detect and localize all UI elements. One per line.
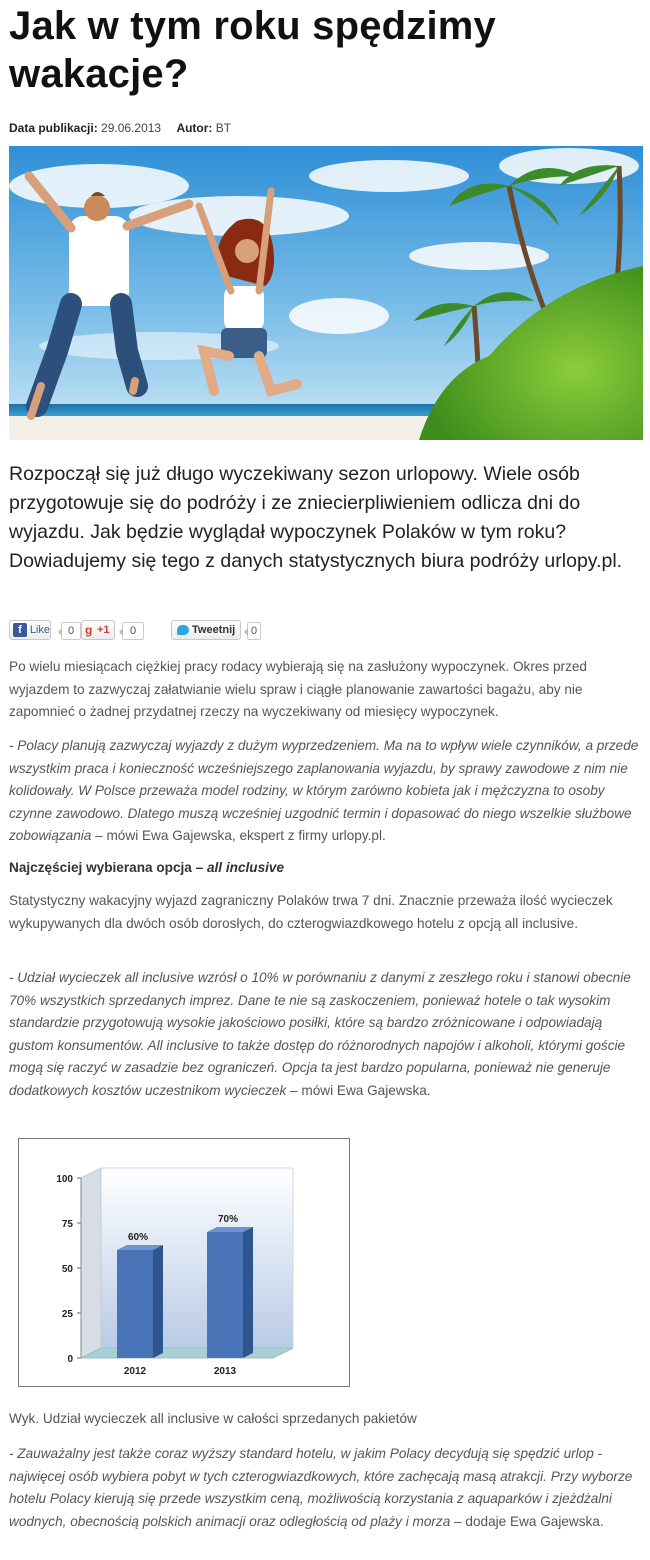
y-tick-label: 100 [56, 1174, 73, 1185]
quote-paragraph-1 [9, 735, 643, 848]
tweet-label: Tweetnij [192, 624, 236, 636]
article-lead: Rozpoczął się już długo wyczekiwany sezon urlopowy. Wiele osób przygotowuje się do podróży i ze zniecierpliwieniem odlicza dni do wyjazdu. Jak będzie wyglądał wypoczynek Polaków w tym roku? Dowiadujemy się tego z danych statystycznych biura podróży urlopy.pl. [9, 463, 623, 572]
quote-text: - Udział wycieczek all inclusive wzrósł o 10% w porównaniu z danymi z zeszłego roku i stanowi obecnie 70% wszystkich sprzedanych imprez. Dane te nie są zaskoczeniem, ponieważ hotele o tak wysokim standardzie przygotowują wysokie jakościowo posiłki, które są bardzo zróżnicowane i odpowiadają gustom konsumentów. All inclusive to także dostęp do różnorodnych napojów i alkoholi, którymi goście mogą się raczyć w zasadzie bez ograniczeń. Opcja ta jest bardzo popularna, ponieważ nie generuje dodatkowych kosztów uczestnikom wycieczek [9, 970, 631, 1098]
date-label: Data publikacji: [9, 121, 98, 135]
y-tick-label: 25 [61, 1309, 73, 1320]
google-plus-icon: g [85, 623, 93, 637]
quote-attribution: – mówi Ewa Gajewska. [286, 1082, 431, 1098]
paragraph-intro [9, 656, 643, 724]
quote-attribution: – mówi Ewa Gajewska, ekspert z firmy urlopy.pl. [91, 828, 386, 843]
facebook-like-label: Like [29, 624, 50, 636]
publication-date: 29.06.2013 [101, 121, 162, 135]
social-share-bar [9, 620, 643, 642]
section-heading-text: Najczęściej wybierana opcja – [9, 860, 207, 875]
author-label: Autor: [176, 121, 213, 135]
bar-chart-svg [19, 1139, 349, 1386]
tweet-count: 0 [247, 622, 261, 640]
x-category-label-2012: 2012 [123, 1366, 147, 1377]
quote-body [9, 735, 643, 848]
tweet-button[interactable] [171, 620, 241, 640]
bar-side [153, 1245, 163, 1358]
quote-body [9, 967, 643, 1102]
twitter-bird-icon [177, 625, 189, 635]
section-heading-emphasis: all inclusive [206, 860, 285, 875]
article-meta [9, 121, 243, 135]
facebook-icon: f [13, 623, 27, 637]
bar-2013 [207, 1232, 243, 1358]
section-heading [9, 860, 284, 875]
quote-text: - Zauważalny jest także coraz wyższy standard hotelu, w jakim Polacy decydują się spędzić urlop - najwięcej osób wybiera pobyt w tych czterogwiazdkowych, które zachęcają masą atrakcji. Przy wyborze hotelu Polacy kierują się przede wszystkim ceną, możliwością korzystania z aquaparków i zjeżdżalni wodnych, obecnością polskich animacji oraz odległością od plaży i morza [9, 1446, 633, 1529]
google-plus-count: 0 [122, 622, 144, 640]
article-title: Jak w tym roku spędzimy wakacje? [9, 4, 497, 96]
x-category-label-2013: 2013 [213, 1366, 237, 1377]
bar-2012 [117, 1250, 153, 1358]
data-label-2013: 70% [217, 1214, 239, 1225]
quote-text: - Polacy planują zazwyczaj wyjazdy z dużym wyprzedzeniem. Ma na to wpływ wiele czynników, a przede wszystkim praca i konieczność wcześniejszego zaplanowania wyjazdu, by sprawy zawodowe z nim nie kolidowały. W Polsce przeważa model rodziny, w którym zarówno kobieta jak i mężczyzna to osoby czynne zawodowo. Dlatego muszą wcześniej uzgodnić termin i dopasować do niego wszelkie służbowe zobowiązania [9, 738, 639, 843]
quote-paragraph-3 [9, 1443, 643, 1533]
facebook-like-button[interactable] [9, 620, 51, 640]
chart-floor [81, 1348, 293, 1358]
y-tick-label: 0 [67, 1354, 73, 1365]
google-plus-label: +1 [97, 624, 110, 636]
bar-side [243, 1227, 253, 1358]
chart-side-wall [81, 1168, 101, 1358]
beach-jump-illustration [9, 146, 643, 440]
hero-image [9, 146, 643, 440]
quote-paragraph-2 [9, 967, 643, 1102]
author-name: BT [215, 121, 232, 135]
y-tick-label: 75 [61, 1219, 73, 1230]
y-tick-label: 50 [61, 1264, 73, 1275]
paragraph-text: Po wielu miesiącach ciężkiej pracy rodacy wybierają się na zasłużony wypoczynek. Okres przed wyjazdem to zazwyczaj załatwianie wielu spraw i ciągłe planowanie zawartości bagażu, aby nie zapomnieć o żadnej przydatnej rzeczy na wyczekiwany od miesięcy wypoczynek. [9, 659, 587, 719]
all-inclusive-chart [18, 1138, 350, 1387]
paragraph-stats [9, 890, 643, 935]
quote-body [9, 1443, 643, 1533]
paragraph-text: Statystyczny wakacyjny wyjazd zagraniczny Polaków trwa 7 dni. Znacznie przeważa ilość wycieczek wykupywanych dla dwóch osób dorosłych, do czterogwiazdkowego hotelu z opcją all inclusive. [9, 893, 613, 931]
facebook-like-count: 0 [61, 622, 81, 640]
chart-caption: Wyk. Udział wycieczek all inclusive w całości sprzedanych pakietów [9, 1411, 417, 1426]
quote-attribution: – dodaje Ewa Gajewska. [450, 1513, 604, 1529]
data-label-2012: 60% [127, 1232, 149, 1243]
google-plus-button[interactable] [81, 620, 115, 640]
